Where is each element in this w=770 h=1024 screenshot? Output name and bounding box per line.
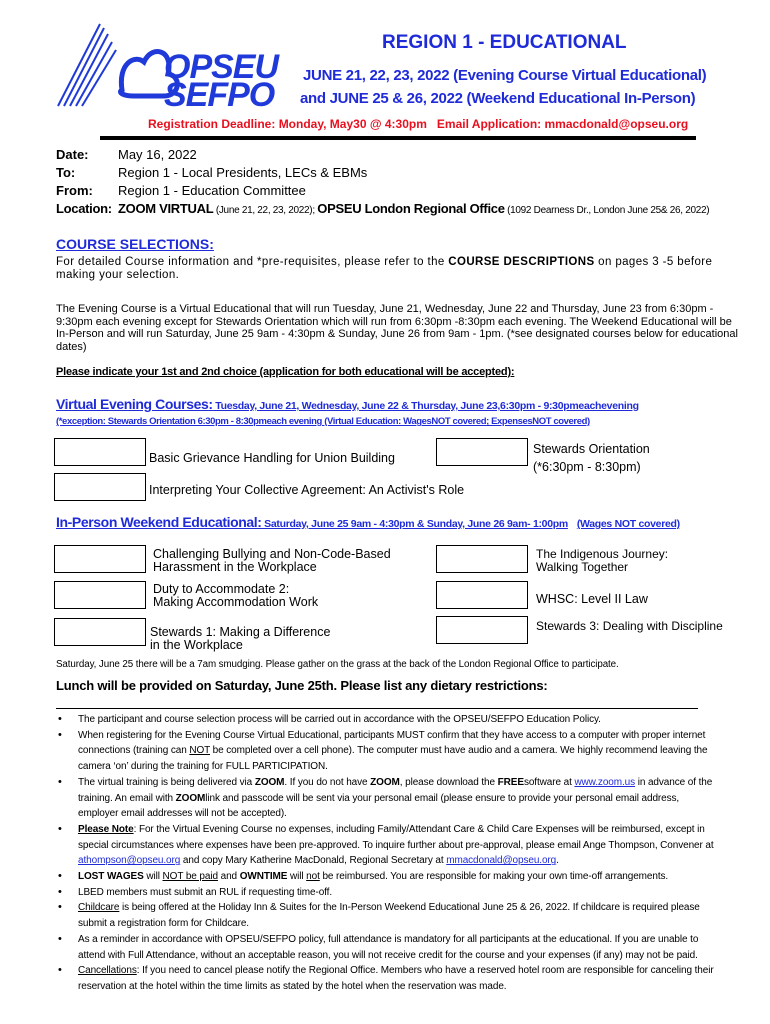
date-value: May 16, 2022 [118,147,197,162]
choice-box-interpreting-agreement[interactable] [54,473,146,501]
logo-opseu: OPSEU [164,48,279,86]
choice-box-challenging-bullying[interactable] [54,545,146,573]
b2-not: NOT [189,745,210,757]
date-label: Date: [56,147,89,162]
bullet-please-note [56,822,716,869]
choice-box-basic-grievance[interactable] [54,438,146,466]
choice-instruction: Please indicate your 1st and 2nd choice (application for both educational will be accepted): [56,366,515,378]
b5-text-f: will [287,871,307,883]
b3-zoom-2: ZOOM [370,776,400,788]
loc-office: OPSEU London Regional Office [317,201,505,216]
bullet-attendance [56,932,716,963]
mmacdonald-email-link[interactable]: mmacdonald@opseu.org [446,855,557,867]
b5-text-b: will [143,871,163,883]
policy-bullets [56,712,716,995]
b7-text: is being offered at the Holiday Inn & Suites for the In-Person Weekend Educational June 25 & 26, 2022. If childcare is required please submit a registration form for Childcare. [78,902,700,930]
subtitle-line2: and JUNE 25 & 26, 2022 (Weekend Educational In-Person) [300,90,696,107]
b3-text-f: link and passcode will be sent via your personal email (please ensure to provide your personal email address, employer email addresses will not be accepted). [78,792,680,820]
deadline-text: Registration Deadline: Monday, May30 @ 4:30pm [148,117,427,131]
smudging-note: Saturday, June 25 there will be a 7am smudging. Please gather on the grass at the back of the London Regional Office to participate. [56,659,619,670]
b4-text-b: and copy Mary Katherine MacDonald, Regional Secretary at [180,855,447,867]
course-selections-heading: COURSE SELECTIONS: [56,236,214,252]
loc-virtual: ZOOM VIRTUAL [118,201,214,216]
b3-text-d: software at [523,776,575,788]
b3-text-c: , please download the [399,776,498,788]
weekend-wages: (Wages NOT covered) [576,518,680,530]
athompson-email-link[interactable]: athompson@opseu.org [78,855,181,867]
b5-lost-wages: LOST WAGES [78,871,144,883]
b3-free: FREE [497,776,524,788]
course-stewards-orientation: Stewards Orientation (*6:30pm - 8:30pm) [533,442,650,474]
zoom-link[interactable]: www.zoom.us [574,776,636,788]
b3-zoom-3: ZOOM [175,792,206,804]
b4-text-c: . [556,855,559,867]
choice-box-duty-to-accommodate[interactable] [54,581,146,609]
b3-text-b: . If you do not have [284,776,371,788]
memo-from [56,182,756,200]
loc-office-detail: (1092 Dearness Dr., London June 25& 26, 2022) [504,205,710,216]
course-indigenous-journey: The Indigenous Journey: Walking Together [536,547,669,574]
bullet-lbed [56,885,716,901]
header-divider [100,136,696,140]
b8-text: As a reminder in accordance with OPSEU/SEFPO policy, full attendance is mandatory for all participants at the educational. If you are unable to attend with Full Attendance, without an acceptable reason, you will not receive credit for the course and your expenses (if any) may not be paid. [78,933,699,961]
choice-box-indigenous-journey[interactable] [436,545,528,573]
bullet-lost-wages [56,869,716,885]
virtual-heading [56,396,639,414]
to-label: To: [56,165,76,180]
lunch-note: Lunch will be provided on Saturday, June 25th. Please list any dietary restrictions: [56,678,548,693]
course-whsc-law: WHSC: Level II Law [536,592,648,606]
loc-virtual-dates: (June 21, 22, 23, 2022); [213,205,318,216]
b2-text-b: be completed over a cell phone). The computer must have audio and a camera. We highly recommend leaving the camera ‘on’ during the training for FULL PARTICIPATION. [78,745,708,773]
choice-box-stewards-3[interactable] [436,616,528,644]
from-value: Region 1 - Education Committee [118,183,306,198]
weekend-heading-dates: Saturday, June 25 9am - 4:30pm & Sunday, June 26 9am- 1:00pm [261,518,568,530]
course-stewards-3: Stewards 3: Dealing with Discipline [536,619,723,633]
course-challenging-bullying: Challenging Bullying and Non-Code-Based Harassment in the Workplace [153,547,391,574]
bullet-childcare [56,900,716,931]
course-basic-grievance: Basic Grievance Handling for Union Building [149,451,395,465]
bullet-education-policy [56,712,716,728]
b5-text-h: be reimbursed. You are responsible for making your own time-off arrangements. [319,871,669,883]
b1-text: The participant and course selection process will be carried out in accordance with the OPSEU/SEFPO Education Policy. [78,714,601,725]
b7-childcare: Childcare [78,902,120,914]
page-title: REGION 1 - EDUCATIONAL [382,32,627,53]
course-intro [56,256,736,282]
opseu-logo [52,20,279,114]
b3-text-e: in advance of the training. An email with [78,776,713,804]
intro-bold: COURSE DESCRIPTIONS [448,256,595,268]
b5-not: not [306,871,320,883]
intro-text-b: on pages 3 -5 before making your selection. [56,256,713,281]
to-value: Region 1 - Local Presidents, LECs & EBMs [118,165,368,180]
b2-text-a: When registering for the Evening Course Virtual Educational, participants MUST confirm that they have access to a computer with proper internet connections (training can [78,729,706,757]
bullet-zoom [56,775,716,822]
b4-note: Please Note [78,823,134,835]
b9-cancellations: Cancellations [78,965,137,977]
from-label: From: [56,183,93,198]
b9-text: : If you need to cancel please notify the Regional Office. Members who have a reserved hotel room are responsible for canceling their reservation at the hotel within the time limits as stated by the hotel when the reservation was made. [78,965,714,992]
email-application: Email Application: mmacdonald@opseu.org [436,117,689,131]
subtitle-line1: JUNE 21, 22, 23, 2022 (Evening Course Virtual Educational) [303,67,707,84]
b3-text-a: The virtual training is being delivered via [78,776,255,788]
memo-block [56,146,756,220]
course-interpreting-agreement: Interpreting Your Collective Agreement: An Activist's Role [149,483,465,497]
choice-box-stewards-1[interactable] [54,618,146,646]
b4-text-a: : For the Virtual Evening Course no expenses, including Family/Attendant Care & Child Care Expenses will be reimbursed, except in special circumstances where expenses have been pre-approved. To inquire further about pre-approval, please email Ange Thompson, Convener at [78,823,714,851]
intro-text-a: For detailed Course information and *pre-requisites, please refer to the [56,256,449,268]
choice-box-whsc-law[interactable] [436,581,528,609]
weekend-heading-title: In-Person Weekend Educational: [56,514,262,530]
logo-sefpo: SEFPO [164,76,275,114]
memo-location [56,200,756,220]
registration-deadline [148,117,688,131]
dietary-line[interactable] [56,708,698,709]
b5-not-paid: NOT be paid [162,871,218,883]
virtual-exception: (*exception: Stewards Orientation 6:30pm - 8:30pmeach evening (Virtual Education: WagesNOT covered; ExpensesNOT covered) [56,416,590,427]
virtual-heading-title: Virtual Evening Courses: [56,396,213,412]
b5-own-time: OWNTIME [239,871,288,883]
virtual-heading-dates: Tuesday, June 21, Wednesday, June 22 & Thursday, June 23,6:30pm - 9:30pmeachevening [212,400,639,412]
b6-text: LBED members must submit an RUL if requesting time-off. [78,886,333,898]
bullet-computer-requirements [56,728,716,775]
memo-to [56,164,756,182]
location-label: Location: [56,201,112,216]
memo-date [56,146,756,164]
choice-box-stewards-orientation[interactable] [436,438,528,466]
weekend-heading [56,514,680,532]
b3-zoom: ZOOM [254,776,285,788]
bullet-cancellations [56,963,716,994]
course-stewards-1: Stewards 1: Making a Difference in the Workplace [150,625,331,652]
course-paragraph: The Evening Course is a Virtual Educational that will run Tuesday, June 21, Wednesday, June 22 and Thursday, June 23 from 6:30pm - 9:30pm each evening except for Stewards Orientation which will run from 6:30pm -8:30pm each evening. The Weekend Educational will be In-Person and will run Saturday, June 25 9am - 4:30pm & Sunday, June 26 from 9am - 1pm. (*see designated courses below for educational dates) [56,303,738,353]
course-duty-to-accommodate: Duty to Accommodate 2: Making Accommodation Work [153,582,319,609]
b5-text-d: and [217,871,240,883]
